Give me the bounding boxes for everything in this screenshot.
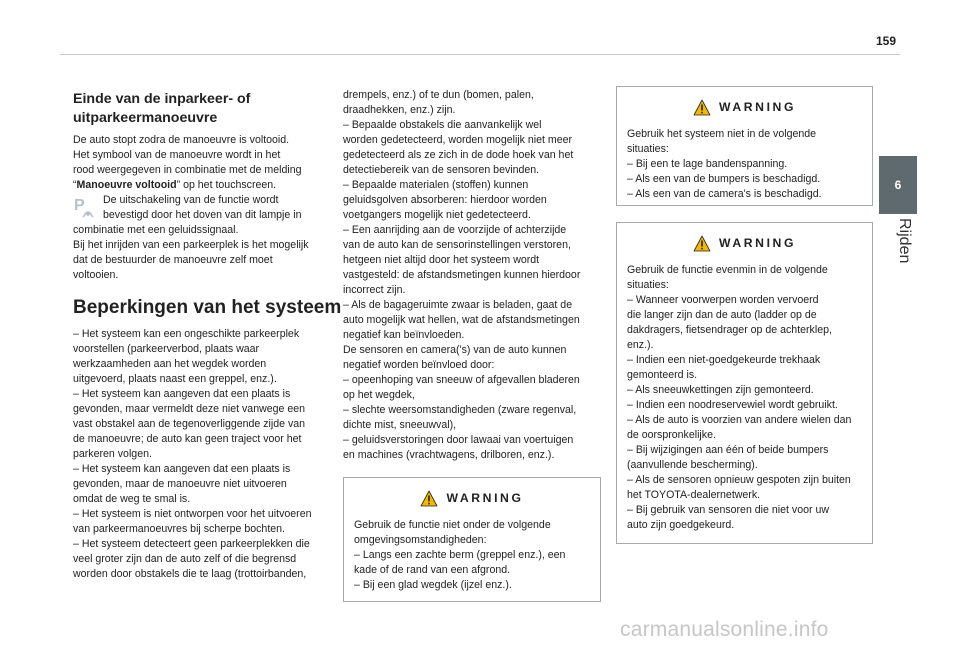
column-2 — [343, 88, 601, 602]
warning-title: WARNING — [718, 235, 797, 250]
text-line: hetgeen niet altijd door het systeem wordt — [343, 254, 540, 266]
text-line: – Bij gebruik van sensoren die niet voor uw — [627, 504, 829, 516]
text-line: dat de bestuurder de manoeuvre zelf moet — [73, 254, 273, 266]
text-line: – Het systeem kan aangeven dat een plaats is — [73, 463, 291, 475]
heading-line: Einde van de inparkeer- of — [73, 91, 251, 107]
text-line: draadhekken, enz.) zijn. — [343, 104, 456, 116]
text-line: – slechte weersomstandigheden (zware regenval, — [343, 404, 577, 416]
text-line: – Het systeem kan een ongeschikte parkeerplek — [73, 328, 300, 340]
text-line: – Het systeem kan aangeven dat een plaats is — [73, 388, 291, 400]
text-line: worden gedetecteerd, worden mogelijk niet meer — [343, 134, 573, 146]
section-title: Beperkingen van het systeem — [73, 297, 342, 318]
text-line: geluidsgolven absorberen: hierdoor worden — [343, 194, 547, 206]
text-line: worden door obstakels die te laag (trottoirbanden, — [73, 568, 307, 580]
warning-text — [354, 518, 590, 593]
text-line: voorstellen (parkeerverbod, plaats waar — [73, 343, 260, 355]
text-line: gevonden, maar vermeldt deze niet vanwege een — [73, 403, 306, 415]
text-line: – geluidsverstoringen door lawaai van voertuigen — [343, 434, 574, 446]
text-line: Gebruik de functie evenmin in de volgende — [627, 264, 828, 276]
text-line: de manoeuvre; de auto kan geen traject voor het — [73, 433, 302, 445]
text-line: Het symbool van de manoeuvre wordt in het — [73, 149, 281, 161]
text-line: detectiebereik van de sensoren bevinden. — [343, 164, 540, 176]
text-line: – Indien een niet-goedgekeurde trekhaak — [627, 354, 821, 366]
warning-text — [627, 263, 862, 533]
paragraph — [73, 327, 331, 582]
warning-title: WARNING — [718, 99, 797, 114]
text-line: rood weergegeven in combinatie met de melding — [73, 164, 302, 176]
warning-triangle-icon — [420, 490, 438, 507]
chapter-number: 6 — [894, 178, 902, 192]
text-line: omgevingsomstandigheden: — [354, 534, 487, 546]
text-line: – Bij wijzigingen aan één of beide bumpers — [627, 444, 829, 456]
text-line: veel groter zijn dan de auto zelf of die begrensd — [73, 553, 297, 565]
text-line: Bij het inrijden van een parkeerplek is het mogelijk — [73, 239, 309, 251]
text-line: negatief kan beïnvloeden. — [343, 329, 465, 341]
parking-indicator-icon — [73, 194, 97, 220]
text-line: – Als de auto is voorzien van andere wielen dan — [627, 414, 852, 426]
text-line: – Als de bagageruimte zwaar is beladen, gaat de — [343, 299, 573, 311]
text-line: het TOYOTA-dealernetwerk. — [627, 489, 761, 501]
text-line: – Als een van de camera's is beschadigd. — [627, 188, 822, 200]
text-line: op het wegdek, — [343, 389, 415, 401]
text-line: auto mogelijk wat hellen, wat de afstandsmetingen — [343, 314, 580, 326]
warning-text — [627, 127, 862, 202]
warning-triangle-icon — [693, 99, 711, 116]
text-line: De sensoren en camera('s) van de auto kunnen — [343, 344, 567, 356]
text-line: gedetecteerd als ze zich in de dode hoek van het — [343, 149, 574, 161]
page-number: 159 — [876, 34, 897, 48]
paragraph — [343, 88, 601, 463]
text-line: – Als sneeuwkettingen zijn gemonteerd. — [627, 384, 814, 396]
text-line: – Het systeem detecteert geen parkeerplekken die — [73, 538, 310, 550]
text-line: werkzaamheden aan het wegdek worden — [73, 358, 267, 370]
text-line: van parkeermanoeuvres bij scherpe bochten. — [73, 523, 285, 535]
text-line: situaties: — [627, 143, 669, 155]
text-line: – Bepaalde obstakels die aanvankelijk wel — [343, 119, 542, 131]
warning-box — [616, 222, 873, 544]
text-line: van de auto kan de sensorinstellingen verstoren, — [343, 239, 571, 251]
icon-paragraph — [73, 193, 331, 283]
text-line: – Het systeem is niet ontworpen voor het uitvoeren — [73, 508, 312, 520]
text-line: en machines (vrachtwagens, drilboren, enz.). — [343, 449, 555, 461]
text-line: bevestigd door het doven van dit lampje in — [103, 209, 302, 221]
text-line: kade of de rand van een afgrond. — [354, 564, 511, 576]
text-line: – Als een van de bumpers is beschadigd. — [627, 173, 821, 185]
message-text: Manoeuvre voltooid — [76, 179, 177, 191]
text-line: auto zijn goedgekeurd. — [627, 519, 735, 531]
text-line: – Bij een glad wegdek (ijzel enz.). — [354, 579, 512, 591]
warning-box — [616, 86, 873, 206]
text-line: – Langs een zachte berm (greppel enz.), een — [354, 549, 566, 561]
text-line: – Bepaalde materialen (stoffen) kunnen — [343, 179, 529, 191]
warning-title: WARNING — [446, 490, 524, 505]
text-line: negatief worden beïnvloed door: — [343, 359, 495, 371]
text-line: Gebruik het systeem niet in de volgende — [627, 128, 817, 140]
text-line: voltooien. — [73, 269, 119, 281]
text-line: incorrect zijn. — [343, 284, 406, 296]
text-line: – opeenhoping van sneeuw of afgevallen bladeren — [343, 374, 580, 386]
text-line — [73, 178, 331, 193]
text-line: situaties: — [627, 279, 669, 291]
text-line: dichte mist, sneeuwval), — [343, 419, 457, 431]
svg-text:P: P — [74, 197, 85, 214]
heading-line: uitparkeermanoeuvre — [73, 110, 218, 126]
text-line: de oorspronkelijke. — [627, 429, 716, 441]
text-line: – Een aanrijding aan de voorzijde of achterzijde — [343, 224, 567, 236]
warning-triangle-icon — [693, 235, 711, 252]
watermark: carmanualsonline.info — [620, 618, 829, 641]
text-fragment: ” op het touchscreen. — [176, 179, 277, 191]
text-line: – Als de sensoren opnieuw gespoten zijn buiten — [627, 474, 851, 486]
text-line: – Wanneer voorwerpen worden vervoerd — [627, 294, 819, 306]
chapter-tab[interactable] — [879, 156, 917, 214]
text-line: vastgesteld: de afstandsmetingen kunnen hierdoor — [343, 269, 581, 281]
text-line: die langer zijn dan de auto (ladder op de — [627, 309, 817, 321]
subsection-heading — [73, 90, 331, 128]
text-line: – Bij een te lage bandenspanning. — [627, 158, 788, 170]
quote-mark: “ — [73, 179, 77, 191]
text-line: enz.). — [627, 339, 654, 351]
column-3 — [616, 86, 873, 544]
chapter-title: Rijden — [896, 218, 913, 264]
text-line: dakdragers, fietsendrager op de achterklep, — [627, 324, 832, 336]
warning-header — [627, 97, 862, 117]
text-line: De uitschakeling van de functie wordt — [103, 194, 279, 206]
text-line: combinatie met een geluidssignaal. — [73, 224, 239, 236]
paragraph — [73, 133, 331, 193]
text-line: Gebruik de functie niet onder de volgende — [354, 519, 551, 531]
text-line: omdat de weg te smal is. — [73, 493, 191, 505]
text-line: (aanvullende bescherming). — [627, 459, 758, 471]
text-line: gemonteerd is. — [627, 369, 698, 381]
warning-header — [627, 233, 862, 253]
text-line: – Indien een noodreservewiel wordt gebruikt. — [627, 399, 838, 411]
column-1 — [73, 90, 342, 582]
text-line: parkeren volgen. — [73, 448, 152, 460]
text-line: drempels, enz.) of te dun (bomen, palen, — [343, 89, 534, 101]
text-line: De auto stopt zodra de manoeuvre is voltooid. — [73, 134, 290, 146]
warning-box — [343, 477, 601, 602]
text-line: vast obstakel aan de tegenoverliggende zijde van — [73, 418, 306, 430]
warning-header — [354, 488, 590, 508]
text-line: gevonden, maar de manoeuvre niet uitvoeren — [73, 478, 287, 490]
text-line: uitgevoerd, plaats naast een greppel, enz.). — [73, 373, 277, 385]
top-rule — [60, 54, 900, 55]
text-line: voetgangers mogelijk niet gedetecteerd. — [343, 209, 531, 221]
